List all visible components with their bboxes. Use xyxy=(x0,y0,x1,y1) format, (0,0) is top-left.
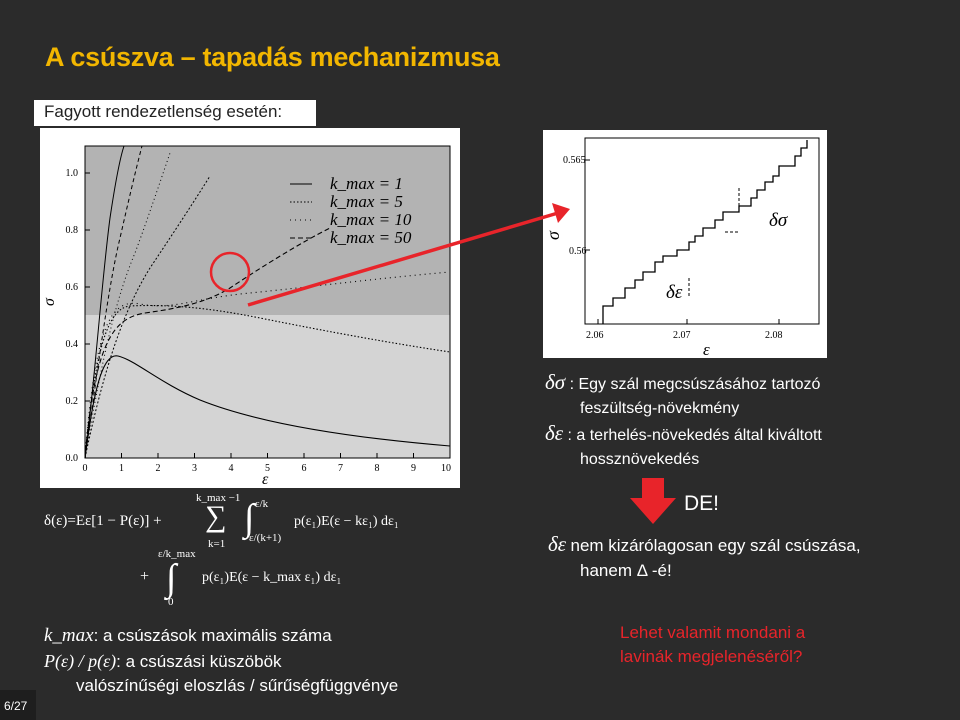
deps-text: : a terhelés-növekedés által kiváltott xyxy=(567,427,822,444)
distribution-text: : a csúszási küszöbök xyxy=(116,652,282,671)
dsigma-text: : Egy szál megcsúszásához tartozó xyxy=(569,376,821,393)
formula-lhs: δ(ε)=Eε[1 − P(ε)] + xyxy=(44,513,162,529)
distribution-symbol: P(ε) / p(ε) xyxy=(44,651,117,671)
formula-plus: + xyxy=(140,568,150,585)
deps-symbol: δε xyxy=(545,421,564,445)
y-tick-label: 0.56 xyxy=(569,246,587,257)
dsigma-symbol: δσ xyxy=(545,370,566,394)
y-tick-label: 0.565 xyxy=(563,155,586,166)
x-tick-label: 1 xyxy=(119,463,124,474)
x-tick-label: 2.07 xyxy=(673,330,691,341)
zoom-staircase-plot xyxy=(543,130,827,358)
x-tick-label: 9 xyxy=(411,463,416,474)
page-number: 6/27 xyxy=(4,699,28,713)
x-tick-label: 2.06 xyxy=(586,330,604,341)
y-tick-label: 0.0 xyxy=(65,453,78,464)
integral-symbol-2: ∫ xyxy=(166,557,177,599)
deps-definition xyxy=(545,423,822,446)
dsigma-definition xyxy=(545,372,820,395)
x-tick-label: 5 xyxy=(265,463,270,474)
kmax-text: : a csúszások maximális száma xyxy=(93,626,332,645)
x-tick-label: 6 xyxy=(301,463,307,474)
note-symbol: δε xyxy=(548,532,567,556)
arrow-line xyxy=(248,213,558,305)
sum-lower-limit: k=1 xyxy=(208,538,226,550)
note-text: nem kizárólagosan egy szál csúszása, xyxy=(570,536,861,555)
legend-entry: k_max = 5 xyxy=(330,192,403,211)
legend-entry: k_max = 50 xyxy=(330,228,412,247)
zoom-staircase-plot-svg xyxy=(543,130,827,358)
integrand-1: p(ε₁)E(ε − kε₁) dε₁ xyxy=(294,514,399,529)
question-line-1: Lehet valamit mondani a xyxy=(620,623,806,642)
distribution-note xyxy=(44,650,282,673)
dsigma-annotation: δσ xyxy=(769,210,788,231)
integral-symbol: ∫ xyxy=(244,497,255,539)
legend-entry: k_max = 10 xyxy=(330,210,412,229)
x-tick-label: 2.08 xyxy=(765,330,783,341)
x-axis-label: ε xyxy=(262,471,269,488)
question-line-2: lavinák megjelenéséről? xyxy=(620,647,803,666)
x-tick-label: 4 xyxy=(228,463,234,474)
int2-lower-limit: 0 xyxy=(168,596,174,608)
sum-upper-limit: k_max −1 xyxy=(196,492,241,504)
x-tick-label: 2 xyxy=(155,463,161,474)
y-tick-label: 0.2 xyxy=(65,396,78,407)
int1-upper-limit: ε/k xyxy=(255,498,269,510)
zoom-arrow xyxy=(240,195,580,315)
sum-symbol: ∑ xyxy=(205,500,227,533)
dsigma-definition-cont: feszültség-növekmény xyxy=(580,400,740,417)
plot-shade-lower xyxy=(85,315,450,458)
integrand-2: p(ε₁)E(ε − k_max ε₁) dε₁ xyxy=(202,570,342,585)
legend-entry: k_max = 1 xyxy=(330,174,403,193)
y-axis-label: σ xyxy=(41,298,58,306)
kmax-symbol: k_max xyxy=(44,625,94,646)
slide-subtitle: Fagyott rendezetlenség esetén: xyxy=(44,102,283,121)
int2-upper-limit: ε/k_max xyxy=(158,548,196,560)
de-label: DE! xyxy=(684,492,720,515)
x-tick-label: 7 xyxy=(338,463,343,474)
y-tick-label: 1.0 xyxy=(65,168,78,179)
staircase-curve xyxy=(603,140,807,324)
note-line-2: hanem Δ -é! xyxy=(580,561,672,580)
kmax-note xyxy=(44,625,332,647)
deps-definition-cont: hossznövekedés xyxy=(580,451,700,468)
x-axis-label: ε xyxy=(703,340,710,358)
y-tick-label: 0.6 xyxy=(65,282,78,293)
y-tick-label: 0.8 xyxy=(65,225,78,236)
y-tick-label: 0.4 xyxy=(65,339,78,350)
x-tick-label: 0 xyxy=(82,463,88,474)
down-arrow-icon xyxy=(630,478,676,524)
int1-lower-limit: ε/(k+1) xyxy=(249,532,282,544)
slide-title: A csúszva – tapadás mechanizmusa xyxy=(45,42,500,72)
note-line-1 xyxy=(548,534,861,557)
deps-annotation: δε xyxy=(666,282,683,303)
x-tick-label: 10 xyxy=(441,463,451,474)
x-tick-label: 3 xyxy=(192,463,197,474)
distribution-note-cont: valószínűségi eloszlás / sűrűségfüggvénye xyxy=(76,676,399,695)
y-axis-label: σ xyxy=(543,231,563,240)
x-tick-label: 8 xyxy=(374,463,380,474)
